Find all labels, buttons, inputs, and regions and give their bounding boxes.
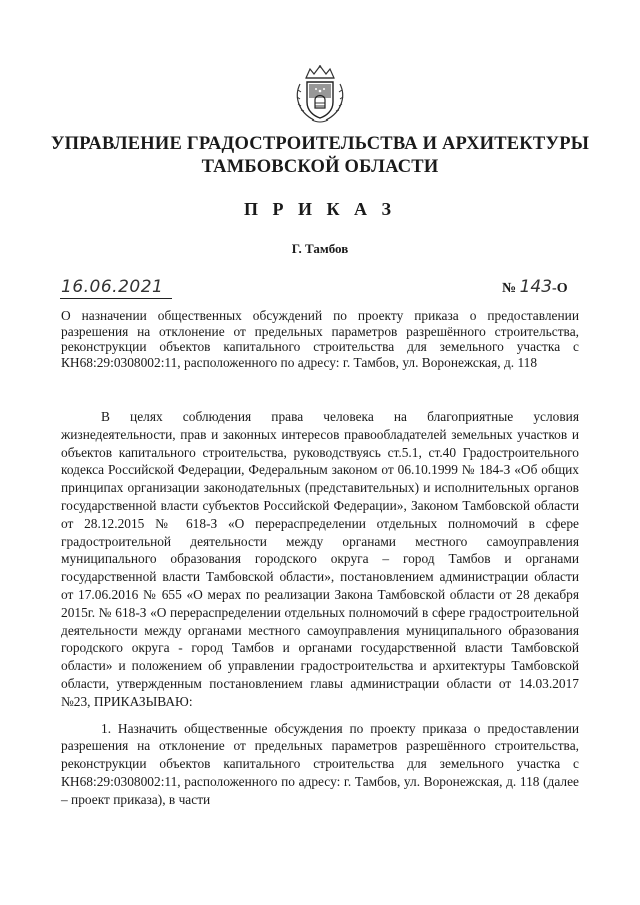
number-suffix: -О — [552, 281, 568, 296]
coat-of-arms-icon — [292, 64, 348, 124]
number-prefix: № — [502, 281, 520, 296]
order-body — [61, 408, 579, 809]
date-underline — [60, 298, 172, 299]
city-label: Г. Тамбов — [291, 241, 349, 256]
order-number — [502, 277, 568, 297]
order-date: 16.06.2021 — [61, 277, 164, 297]
organization-title: УПРАВЛЕНИЕ ГРАДОСТРОИТЕЛЬСТВА И АРХИТЕКТУРЫ ТАМБОВСКОЙ ОБЛАСТИ — [50, 134, 590, 177]
document-type-title: П Р И К А З — [243, 199, 397, 219]
order-subject: О назначении общественных обсуждений по проекту приказа о предоставлении разрешения на отклонение от предельных параметров разрешённого строительства, реконструкции объектов капитального строительства для земельного участка с КН68:29:0308002:11, расположенного по адресу: г. Тамбов, ул. Воронежская, д. 118 — [61, 308, 579, 370]
number-value: 143 — [519, 277, 553, 297]
preamble-paragraph: В целях соблюдения права человека на благоприятные условия жизнедеятельности, прав и законных интересов правообладателей земельных участков и объектов капитального строительства, руководствуясь ст.5.1, ст.40 Градостроительного кодекса Российской Федерации, Федеральным законом от 06.10.1999 № 184-З «Об общих принципах организации законодательных (представительных) и исполнительных органов государственной власти субъектов Российской Федерации», Законом Тамбовской области от 28.12.2015 № 618-З «О перераспределении отдельных полномочий в сфере градостроительной деятельности между органами местного самоуправления муниципального образования городского округа – город Тамбов и органами государственной власти Тамбовской области», постановлением администрации области от 17.06.2016 № 655 «О мерах по реализации Закона Тамбовской области от 28 декабря 2015г. № 618-З «О перераспределении отдельных полномочий в сфере градостроительной деятельности между органами местного самоуправления муниципального образования городского округа - город Тамбов и органами государственной власти Тамбовской области» и положением об управлении градостроительства и архитектуры Тамбовской области, утвержденным постановлением главы администрации области от 14.03.2017 №23, ПРИКАЗЫВАЮ: — [61, 409, 579, 709]
item-1-paragraph: 1. Назначить общественные обсуждения по проекту приказа о предоставлении разрешения на отклонение от предельных параметров разрешённого строительства, реконструкции объектов капитального строительства для земельного участка с КН68:29:0308002:11, расположенного по адресу: г. Тамбов, ул. Воронежская, д. 118 (далее – проект приказа), в части — [61, 720, 579, 807]
